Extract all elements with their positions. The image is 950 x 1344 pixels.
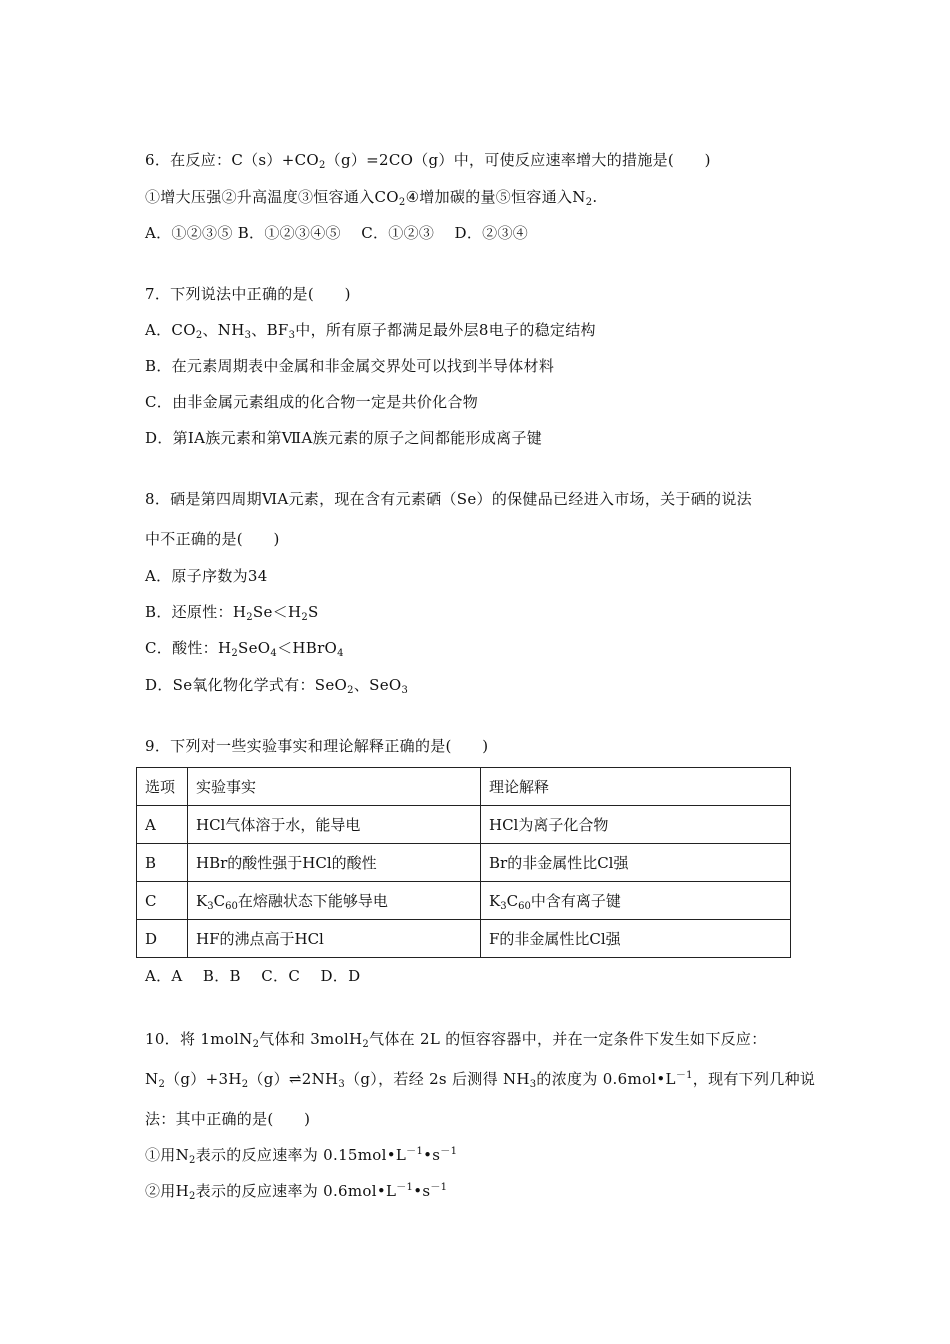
header-theory: 理论解释 (481, 768, 791, 806)
q8-option-d: D．Se氧化物化学式有：SeO$_2$、SeO$_3$ (145, 676, 409, 696)
q9-stem: 9．下列对一些实验事实和理论解释正确的是( ) (145, 737, 489, 755)
table-row (137, 882, 791, 920)
q8-option-a: A．原子序数为34 (145, 567, 268, 585)
row-fact: $K_3C_{60}$在熔融状态下能够导电 (188, 882, 481, 920)
row-option: A (137, 806, 188, 844)
q6-measures: ①增大压强②升高温度③恒容通入$CO_2④$增加碳的量⑤恒容通入$N_2$. (145, 188, 598, 208)
table-row (137, 920, 791, 958)
q8-option-c: C．酸性：$H_2SeO_4<HBrO_4$ (145, 639, 344, 659)
q8-stem-line2: 中不正确的是( ) (145, 530, 280, 548)
q9-options: A．A B．B C．C D．D (145, 967, 361, 985)
row-option: B (137, 844, 188, 882)
row-fact: HBr的酸性强于HCl的酸性 (188, 844, 481, 882)
q7-option-b: B．在元素周期表中金属和非金属交界处可以找到半导体材料 (145, 357, 555, 375)
q7-stem: 7．下列说法中正确的是( ) (145, 285, 351, 303)
q10-stem-line2: $N_2(g)+3H_2(g)\rightleftharpoons 2NH_3(g)$，若经 2s 后测得 $NH_3$的浓度为 $0.6mol•L^{-1}$，现有下列几种说 (145, 1070, 816, 1090)
row-theory: $K_3C_{60}$中含有离子键 (481, 882, 791, 920)
q10-stem-line3: 法：其中正确的是( ) (145, 1110, 311, 1128)
table-row (137, 806, 791, 844)
q7-option-c: C．由非金属元素组成的化合物一定是共价化合物 (145, 393, 479, 411)
q6-options: A．①②③⑤ B．①②③④⑤ C．①②③ D．②③④ (145, 224, 529, 242)
table-row (137, 844, 791, 882)
row-option: C (137, 882, 188, 920)
row-theory: HCl为离子化合物 (481, 806, 791, 844)
row-fact: HF的沸点高于HCl (188, 920, 481, 958)
q7-option-d: D．第ⅠA族元素和第ⅦA族元素的原子之间都能形成离子键 (145, 429, 543, 447)
table-header-row (137, 768, 791, 806)
q8-stem-line1: 8．硒是第四周期ⅥA元素，现在含有元素硒（Se）的保健品已经进入市场，关于硒的说法 (145, 490, 752, 508)
header-fact: 实验事实 (188, 768, 481, 806)
q10-statement-1: ①用$N_2$表示的反应速率为 $0.15mol•L^{-1}•s^{-1}$ (145, 1146, 458, 1166)
q9-table (136, 767, 791, 958)
row-option: D (137, 920, 188, 958)
header-option: 选项 (137, 768, 188, 806)
q7-option-a: A．$CO_2$、$NH_3$、$BF_3$中，所有原子都满足最外层8电子的稳定结构 (145, 321, 596, 341)
row-theory: Br的非金属性比Cl强 (481, 844, 791, 882)
q6-stem: 6．在反应：$C(s)+CO_2(g)=2CO(g)$中，可使反应速率增大的措施是( ) (145, 151, 711, 171)
q10-statement-2: ②用$H_2$表示的反应速率为 $0.6mol•L^{-1}•s^{-1}$ (145, 1182, 448, 1202)
q8-option-b: B．还原性：$H_2Se<H_2S$ (145, 603, 319, 623)
row-theory: F的非金属性比Cl强 (481, 920, 791, 958)
row-fact: HCl气体溶于水，能导电 (188, 806, 481, 844)
q10-stem-line1: 10．将 1molN$_2$气体和 3molH$_2$气体在 2L 的恒容容器中，并在一定条件下发生如下反应： (145, 1030, 767, 1050)
